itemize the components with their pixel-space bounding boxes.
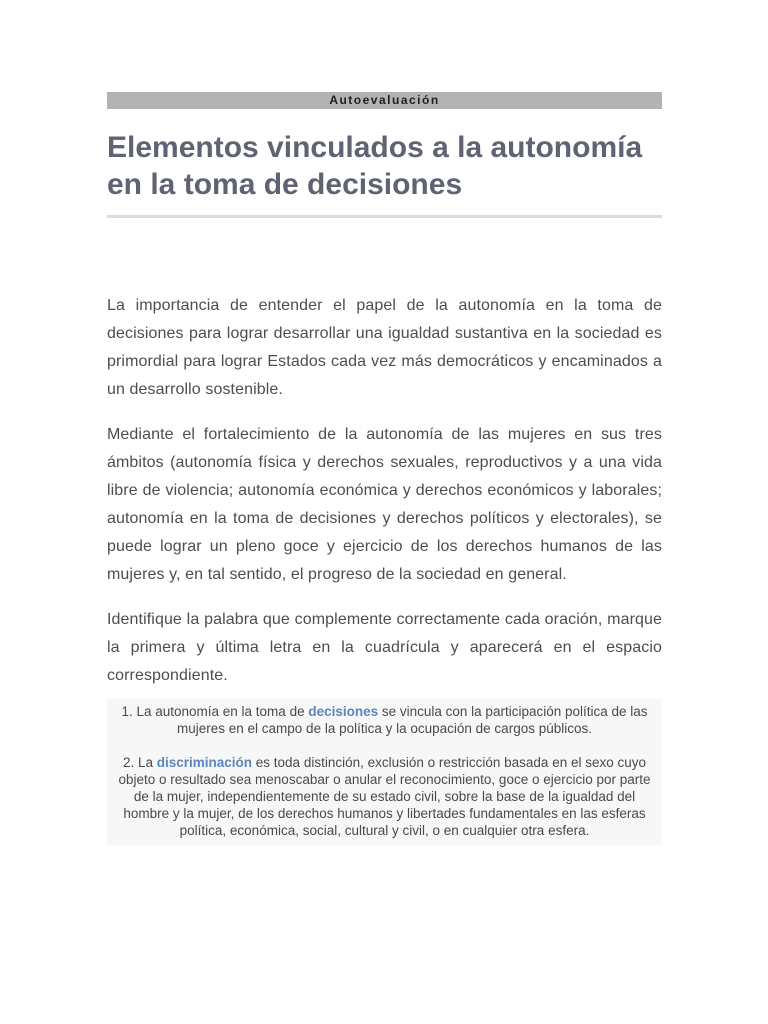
exercise-text-before: 1. La autonomía en la toma de (121, 704, 309, 719)
instructions-paragraph: Identifique la palabra que complemente correctamente cada oración, marque la primera y última letra en la cuadrícula y aparecerá en el espacio correspondiente. (107, 611, 662, 684)
exercise-item-1 (111, 703, 658, 737)
exercise-box (107, 699, 662, 845)
exercise-text-after: se vincula con la participación política de las mujeres en el campo de la política y la ocupación de cargos públicos. (177, 704, 648, 736)
page-title: Elementos vinculados a la autonomía en la toma de decisiones (107, 131, 643, 201)
document-page (107, 92, 662, 845)
exercise-item-2 (111, 754, 658, 839)
exercise-text-after: es toda distinción, exclusión o restricción basada en el sexo cuyo objeto o resultado sea menoscabar o anular el reconocimiento, goce o ejercicio por parte de la mujer, independientemente de su estado civil, sobre la base de la igualdad del hombre y la mujer, de los derechos humanos y libertades fundamentales en las esferas política, económica, social, cultural y civil, o en cualquier otra esfera. (118, 755, 651, 838)
title-divider (107, 215, 662, 218)
section-label: Autoevaluación (329, 93, 440, 107)
answer-word: decisiones (308, 704, 379, 719)
intro-paragraph: La importancia de entender el papel de la autonomía en la toma de decisiones para lograr desarrollar una igualdad sustantiva en la sociedad es primordial para lograr Estados cada vez más democráticos y encaminados a un desarrollo sostenible. (107, 297, 662, 398)
answer-word: discriminación (156, 755, 253, 770)
exercise-text-before: 2. La (122, 755, 157, 770)
body-paragraph: Mediante el fortalecimiento de la autonomía de las mujeres en sus tres ámbitos (autonomía física y derechos sexuales, reproductivos y a una vida libre de violencia; autonomía económica y derechos económicos y laborales; autonomía en la toma de decisiones y derechos políticos y electorales), se puede lograr un pleno goce y ejercicio de los derechos humanos de las mujeres y, en tal sentido, el progreso de la sociedad en general. (107, 426, 662, 583)
section-header-bar (107, 92, 662, 109)
